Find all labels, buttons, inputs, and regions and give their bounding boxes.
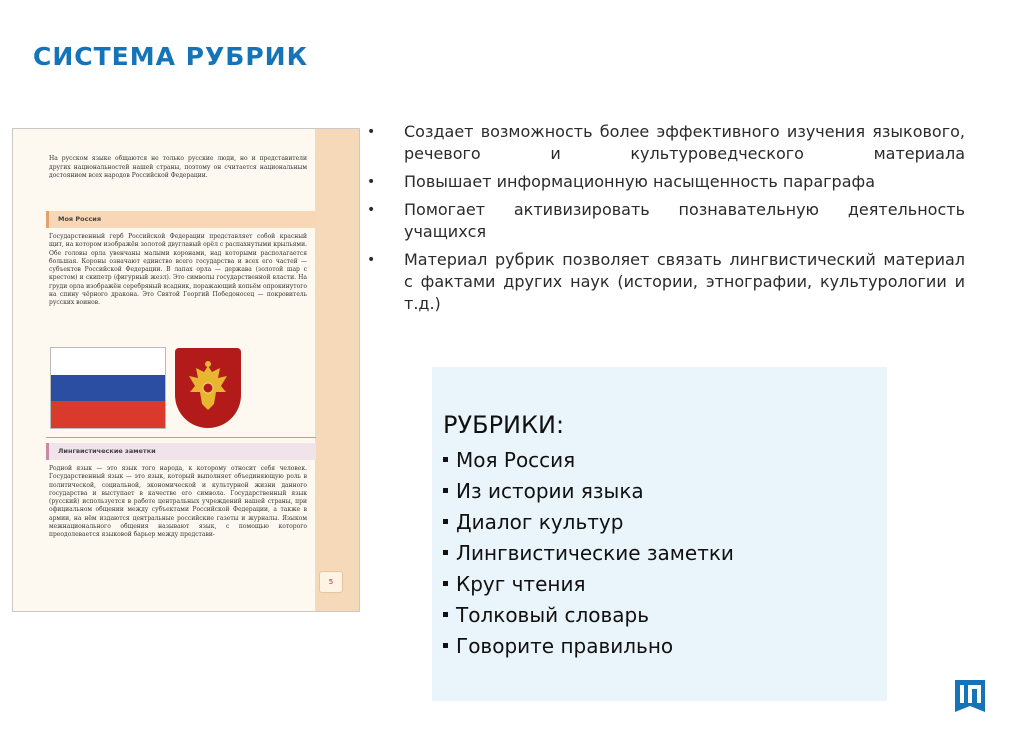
rubric-item: Говорите правильно	[443, 631, 734, 662]
square-bullet-icon	[443, 612, 448, 617]
textbook-page-image	[12, 128, 360, 612]
rubric-header-my-russia: Моя Россия	[46, 211, 316, 228]
square-bullet-icon	[443, 488, 448, 493]
flag-red-stripe	[51, 401, 165, 428]
rubric-item: Толковый словарь	[443, 600, 734, 631]
rubrics-list	[443, 445, 734, 662]
rubric-header-linguistic-notes: Лингвистические заметки	[46, 443, 316, 460]
bullet-item: • Повышает информационную насыщенность параграфа	[367, 172, 875, 191]
publisher-logo-icon	[952, 676, 988, 716]
bullet-item: • Помогает активизировать познавательную деятельность учащихся	[367, 200, 965, 241]
page-number: 5	[319, 571, 343, 593]
rubric-item: Диалог культур	[443, 507, 734, 538]
rubrics-box	[432, 367, 887, 701]
square-bullet-icon	[443, 519, 448, 524]
rubric-text-my-russia: Государственный герб Российской Федерации представляет собой красный щит, на котором изображён золотой двуглавый орёл с распахнутыми крыльями. Обе головы орла увенчаны малыми коронами, над которыми располагается большая. Короны означают единство всего государства и всех его частей — субъектов Российской Федерации. В лапах орла — держава (золотой шар с крестом) и скипетр (фигурный жезл). Это символы государственной власти. На груди орла изображён серебряный всадник, поражающий копьём опрокинутого на спину чёрного дракона. Это Святой Георгий Победоносец — покровитель русских воинов.	[49, 233, 307, 307]
bullet-dot-icon: •	[367, 202, 376, 218]
slide-title: СИСТЕМА РУБРИК	[33, 42, 309, 71]
flag-white-stripe	[51, 348, 165, 375]
flag-blue-stripe	[51, 375, 165, 402]
square-bullet-icon	[443, 643, 448, 648]
square-bullet-icon	[443, 457, 448, 462]
russian-flag	[50, 347, 166, 429]
page-intro-text: На русском языке общаются не только русские люди, но и представители других национальностей нашей страны, поэтому он считается национальным достоянием всех народов Российской Федерации.	[49, 155, 307, 180]
coat-of-arms-icon	[175, 348, 241, 428]
section-divider	[46, 437, 316, 438]
rubrics-heading: РУБРИКИ:	[443, 411, 565, 439]
bullet-dot-icon: •	[367, 124, 376, 140]
page-margin-strip	[315, 129, 359, 611]
bullet-item: • Материал рубрик позволяет связать лингвистический материал с фактами других наук (истории, этнографии, культурологии и т.д.)	[367, 250, 965, 313]
rubric-text-linguistic-notes: Родной язык — это язык того народа, к которому относит себя человек. Государственный язык — это язык, который выполняет объединяющую роль в политической, социальной, экономической и культурной жизни данного государства и выступает в качестве его символа. Государственный язык (русский) используется в работе центральных учреждений нашей страны, при официальном общении между субъектами Российской Федерации, а также в армии, на нём издаются центральные российские газеты и журналы. Языком межнационального общения называют язык, с помощью которого преодолевается языковой барьер между представи-	[49, 465, 307, 539]
rubric-item: Лингвистические заметки	[443, 538, 734, 569]
bullet-item: • Создает возможность более эффективного изучения языкового, речевого и культуроведческого материала	[367, 122, 965, 163]
rubric-item: Круг чтения	[443, 569, 734, 600]
bullet-list	[367, 121, 965, 321]
bullet-dot-icon: •	[367, 174, 376, 190]
rubric-item: Из истории языка	[443, 476, 734, 507]
square-bullet-icon	[443, 550, 448, 555]
bullet-dot-icon: •	[367, 252, 376, 268]
square-bullet-icon	[443, 581, 448, 586]
rubric-item: Моя Россия	[443, 445, 734, 476]
